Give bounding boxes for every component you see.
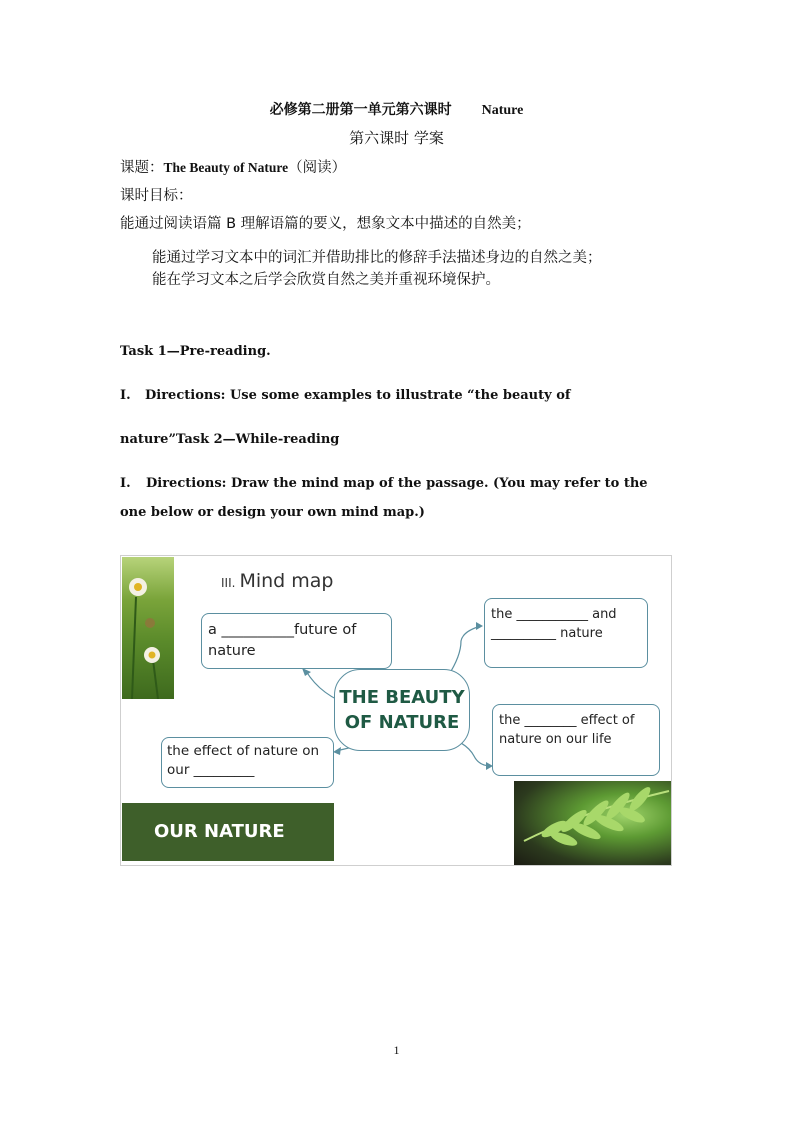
course-suffix: （阅读） [288, 160, 347, 176]
page-title [0, 99, 793, 119]
our-nature-banner: OUR NATURE [122, 803, 334, 861]
title-en: Nature [481, 103, 524, 118]
goals-heading: 课时目标： [120, 188, 193, 204]
fern-illustration [514, 781, 672, 866]
direction1-line2: nature”Task 2—While-reading [120, 432, 340, 447]
blank-box-our: the effect of nature on our _________ [161, 737, 334, 788]
task1-heading: Task 1—Pre-reading. [120, 344, 271, 359]
center-line-2: OF NATURE [344, 712, 460, 733]
direction1-number: I. [120, 388, 131, 403]
mind-map-title: Mind map [239, 570, 334, 592]
blank-box-future: a __________future of nature [201, 613, 392, 669]
course-title-en: The Beauty of Nature [163, 160, 289, 175]
fern-photo [514, 781, 672, 866]
page-number: 1 [393, 1043, 400, 1057]
mind-map-figure [120, 555, 672, 866]
blank-box-effect: the ________ effect of nature on our life [492, 704, 660, 776]
goal-item-1: 能通过阅读语篇 B 理解语篇的要义，想象文本中描述的自然美； [120, 216, 531, 232]
direction2-text: Directions: Draw the mind map of the passage. (You may refer to the [146, 476, 648, 491]
title-cn: 必修第二册第一单元第六课时 [269, 102, 452, 118]
blank-box-nature: the ___________ and __________ nature [484, 598, 648, 668]
course-prefix: 课题： [120, 160, 164, 176]
direction2-line1 [120, 476, 648, 491]
direction2-line2: one below or design your own mind map.) [120, 505, 425, 520]
goal-item-3: 能在学习文本之后学会欣赏自然之美并重视环境保护。 [152, 272, 500, 288]
mind-map-center [334, 669, 470, 751]
direction1-text: Directions: Use some examples to illustrate “the beauty of [145, 388, 571, 403]
course-title [120, 156, 346, 177]
direction2-number: I. [120, 476, 131, 491]
mind-map-section-number: III. [221, 576, 236, 590]
goal-item-2: 能通过学习文本中的词汇并借助排比的修辞手法描述身边的自然之美； [152, 250, 602, 266]
center-line-1: THE BEAUTY [339, 687, 465, 708]
direction1-line1 [120, 388, 570, 403]
page-subtitle: 第六课时 学案 [349, 129, 444, 147]
